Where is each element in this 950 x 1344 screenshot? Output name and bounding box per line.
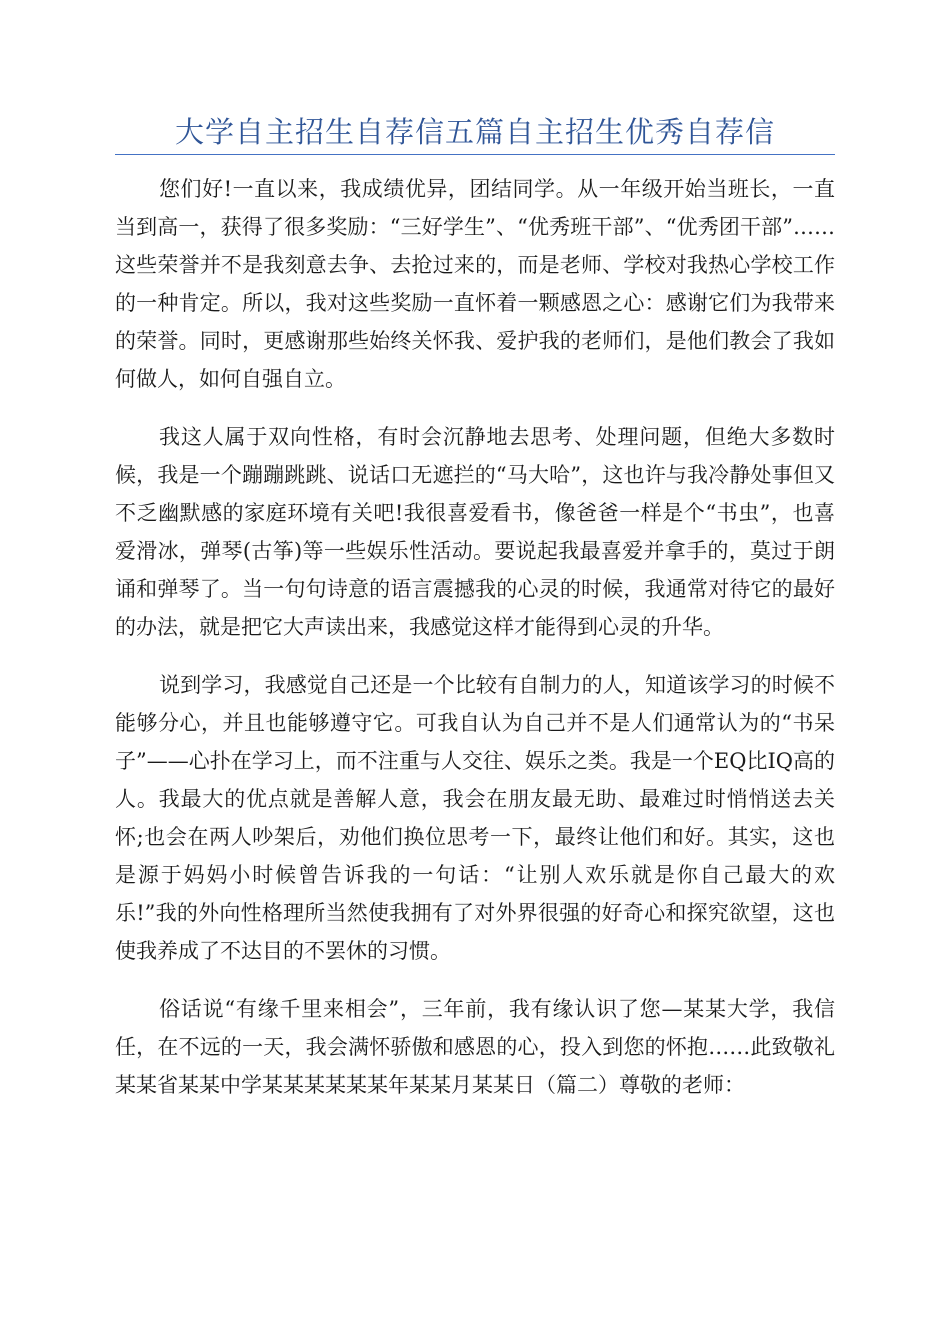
document-title: 大学自主招生自荐信五篇自主招生优秀自荐信: [174, 115, 775, 149]
body-paragraph-1: 您们好!一直以来，我成绩优异，团结同学。从一年级开始当班长，一直当到高一，获得了很多奖励：“三好学生”、“优秀班干部”、“优秀团干部”……这些荣誉并不是我刻意去争、去抢过来的，而是老师、学校对我热心学校工作的一种肯定。所以，我对这些奖励一直怀着一颗感恩之心：感谢它们为我带来的荣誉。同时，更感谢那些始终关怀我、爱护我的老师们，是他们教会了我如何做人，如何自强自立。: [115, 177, 835, 391]
body-paragraph-3: 说到学习，我感觉自己还是一个比较有自制力的人，知道该学习的时候不能够分心，并且也能够遵守它。可我自认为自己并不是人们通常认为的“书呆子”——心扑在学习上，而不注重与人交往、娱乐之类。我是一个EQ比IQ高的人。我最大的优点就是善解人意，我会在朋友最无助、最难过时悄悄送去关怀;也会在两人吵架后，劝他们换位思考一下，最终让他们和好。其实，这也是源于妈妈小时候曾告诉我的一句话：“让别人欢乐就是你自己最大的欢乐!”我的外向性格理所当然使我拥有了对外界很强的好奇心和探究欲望，这也使我养成了不达目的不罢休的习惯。: [115, 673, 835, 963]
body-paragraph-2: 我这人属于双向性格，有时会沉静地去思考、处理问题，但绝大多数时候，我是一个蹦蹦跳跳、说话口无遮拦的“马大哈”，这也许与我冷静处事但又不乏幽默感的家庭环境有关吧!我很喜爱看书，像爸爸一样是个“书虫”，也喜爱滑冰，弹琴(古筝)等一些娱乐性活动。要说起我最喜爱并拿手的，莫过于朗诵和弹琴了。当一句句诗意的语言震撼我的心灵的时候，我通常对待它的最好的办法，就是把它大声读出来，我感觉这样才能得到心灵的升华。: [115, 425, 835, 639]
body-paragraph-4: 俗话说“有缘千里来相会”，三年前，我有缘认识了您—某某大学，我信任，在不远的一天，我会满怀骄傲和感恩的心，投入到您的怀抱……此致敬礼某某省某某中学某某某某某某年某某月某某日（篇二）尊敬的老师：: [115, 997, 835, 1097]
document-body: [115, 170, 835, 1124]
title-underline: [115, 154, 835, 155]
